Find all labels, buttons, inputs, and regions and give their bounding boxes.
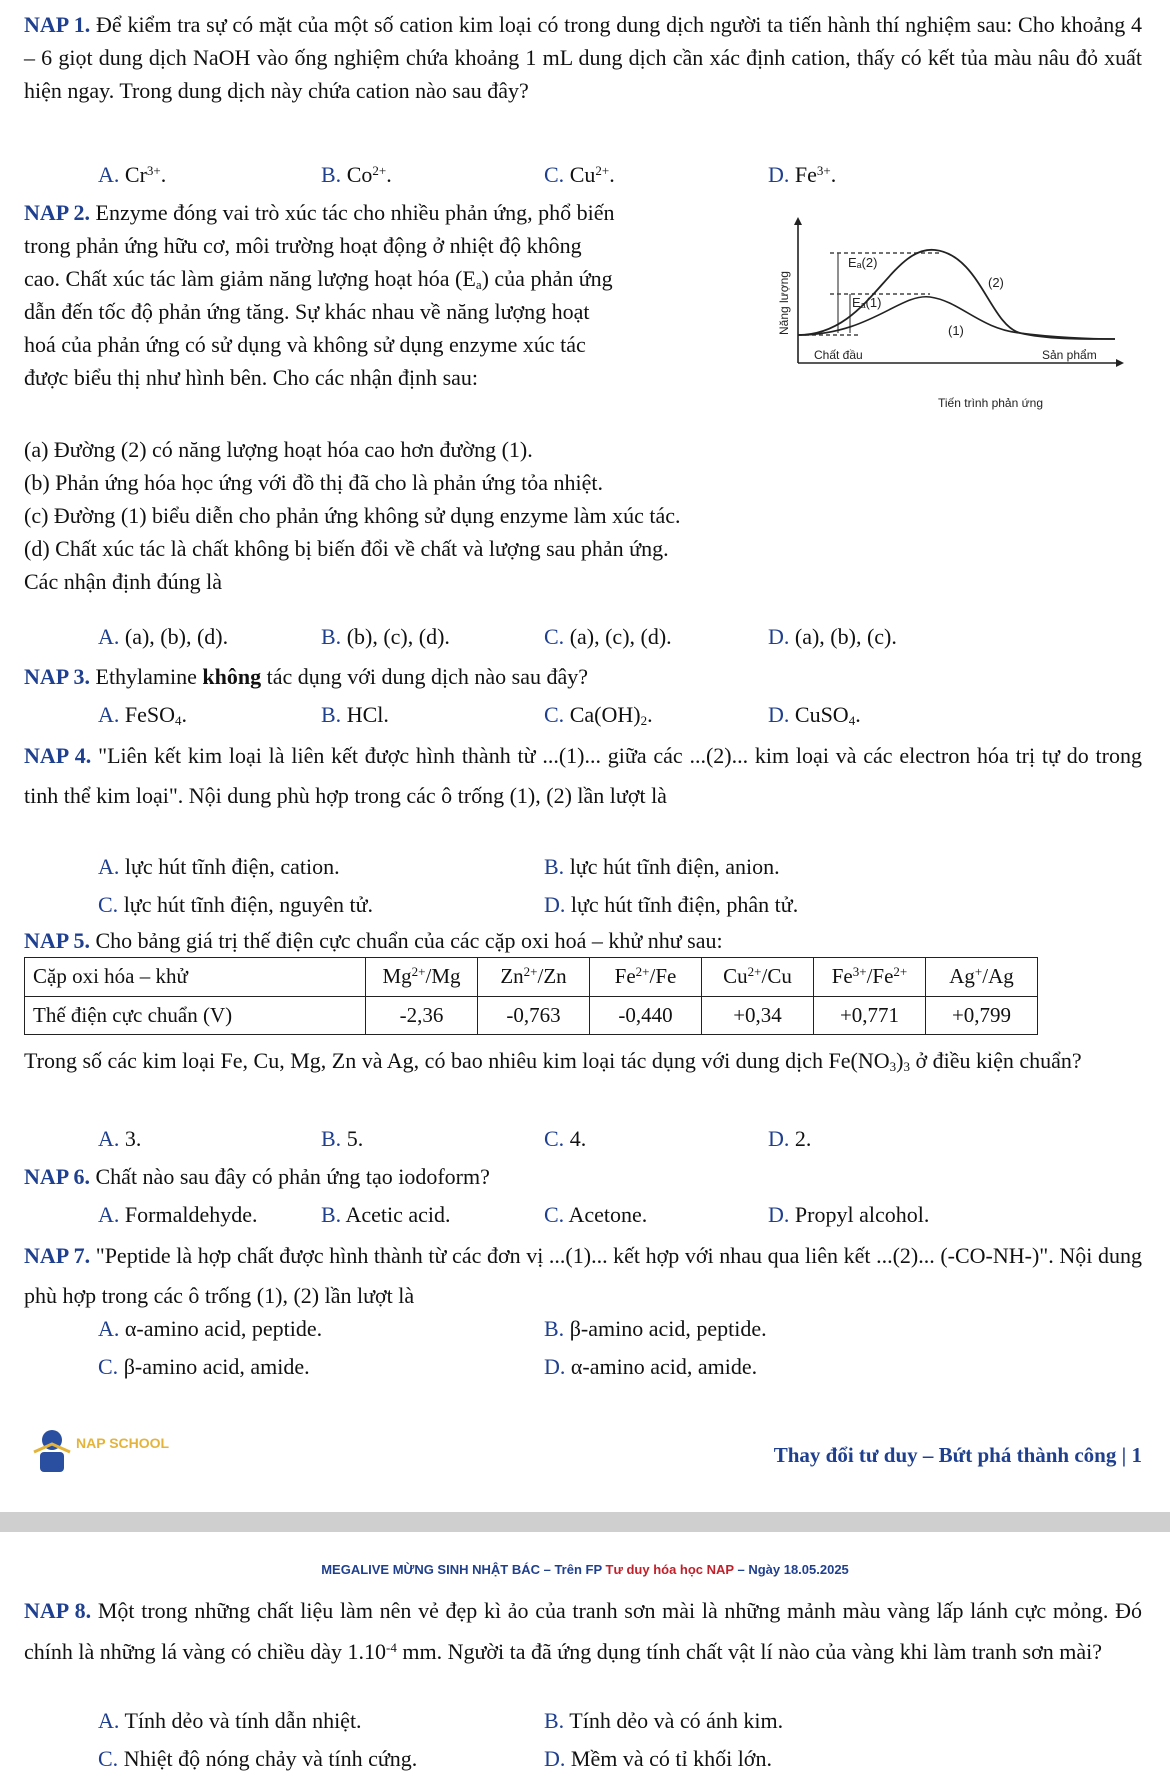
- statement-a: (a) Đường (2) có năng lượng hoạt hóa cao hơn đường (1).: [24, 437, 533, 462]
- table-cell: +0,771: [814, 996, 926, 1035]
- row-label: Thế điện cực chuẩn (V): [25, 996, 366, 1035]
- table-cell: +0,34: [702, 996, 814, 1035]
- option-b[interactable]: B. Acetic acid.: [321, 1202, 451, 1227]
- option-a[interactable]: A. FeSO$_4$.: [98, 702, 188, 728]
- x-axis-arrow: [1116, 359, 1124, 367]
- statement-c: (c) Đường (1) biểu diễn cho phản ứng không sử dụng enzyme làm xúc tác.: [24, 503, 681, 528]
- option-b[interactable]: B. 5.: [321, 1126, 364, 1151]
- question-8: NAP 8. Một trong những chất liệu làm nên vẻ đẹp kì ảo của tranh sơn mài là những mảnh màu vàng lấp lánh cực mỏng. Đó chính là những lá vàng có chiều dày $1.10^{-4}$ mm. Người ta đã ứng dụng tính chất vật lí nào của vàng khi làm tranh sơn mài?: [24, 1598, 1143, 1664]
- option-c[interactable]: C. (a), (c), (d).: [544, 624, 672, 649]
- option-a[interactable]: A. $Cr^{3+}$.: [98, 162, 167, 187]
- option-d[interactable]: D. CuSO$_4$.: [768, 702, 861, 728]
- question-5: NAP 5. Cho bảng giá trị thế điện cực chuẩn của các cặp oxi hoá – khử như sau:: [24, 928, 723, 953]
- option-c[interactable]: C. lực hút tĩnh điện, nguyên tử.: [98, 892, 374, 917]
- statement-b: (b) Phản ứng hóa học ứng với đồ thị đã cho là phản ứng tỏa nhiệt.: [24, 470, 603, 495]
- question-6: NAP 6. Chất nào sau đây có phản ứng tạo iodoform?: [24, 1164, 490, 1189]
- question-number: NAP 8.: [24, 1598, 92, 1623]
- option-d[interactable]: D. 2.: [768, 1126, 812, 1151]
- y-axis-arrow: [794, 217, 802, 225]
- option-a[interactable]: A. lực hút tĩnh điện, cation.: [98, 854, 340, 879]
- energy-diagram: [770, 215, 1130, 413]
- table-cell: +0,799: [926, 996, 1038, 1035]
- nap-school-logo: [30, 1422, 170, 1474]
- option-b[interactable]: B. (b), (c), (d).: [321, 624, 450, 649]
- option-d[interactable]: D. Mềm và có tỉ khối lớn.: [544, 1746, 772, 1771]
- footer-tagline: Thay đổi tư duy – Bứt phá thành công | 1: [773, 1443, 1142, 1467]
- question-1: [24, 8, 1142, 107]
- table-cell: -2,36: [366, 996, 478, 1035]
- question-5-continued: Trong số các kim loại Fe, Cu, Mg, Zn và Ag, có bao nhiêu kim loại tác dụng với dung dịch $Fe(NO_3)_3$ ở điều kiện chuẩn?: [24, 1048, 1082, 1074]
- electrode-potential-table: [24, 957, 1038, 1035]
- question-number: NAP 3.: [24, 664, 90, 689]
- curve-1-label: (1): [948, 323, 964, 338]
- question-number: NAP 5.: [24, 928, 90, 953]
- option-c[interactable]: C. Nhiệt độ nóng chảy và tính cứng.: [98, 1746, 418, 1771]
- option-d[interactable]: D. lực hút tĩnh điện, phân tử.: [544, 892, 799, 917]
- statement-d: (d) Chất xúc tác là chất không bị biến đổi về chất và lượng sau phản ứng.: [24, 536, 669, 561]
- table-cell: -0,440: [590, 996, 702, 1035]
- question-2: NAP 2. Enzyme đóng vai trò xúc tác cho nhiều phản ứng, phổ biến trong phản ứng hữu cơ, môi trường hoạt động ở nhiệt độ không cao. Chất xúc tác làm giảm năng lượng hoạt hóa $(E_a)$ của phản ứng dẫn đến tốc độ phản ứng tăng. Sự khác nhau về năng lượng hoạt hoá của phản ứng có sử dụng và không sử dụng enzyme xúc tác được biểu thị như hình bên. Cho các nhận định sau:: [24, 200, 615, 390]
- table-row-values: [25, 996, 1038, 1035]
- table-cell: $Fe^{3+}/Fe^{2+}$: [814, 958, 926, 997]
- curve-2-label: (2): [988, 275, 1004, 290]
- page-header: MEGALIVE MỪNG SINH NHẬT BÁC – Trên FP Tư duy hóa học NAP – Ngày 18.05.2025: [321, 1562, 849, 1577]
- exam-page-2: [0, 1532, 1170, 1783]
- question-text: Để kiểm tra sự có mặt của một số cation kim loại có trong dung dịch người ta tiến hành thí nghiệm sau: Cho khoảng 4 – 6 giọt dung dịch NaOH vào ống nghiệm chứa khoảng 1 mL dung dịch cần xác định cation, thấy có kết tủa màu nâu đỏ xuất hiện ngay. Trong dung dịch này chứa cation nào sau đây?: [24, 12, 1142, 103]
- ea1-label: Eₐ(1): [852, 295, 882, 310]
- option-d[interactable]: D. α-amino acid, amide.: [544, 1354, 758, 1379]
- question-number: NAP 6.: [24, 1164, 90, 1189]
- table-cell: $Fe^{2+}/Fe$: [590, 958, 702, 997]
- table-cell: Ag+/Ag: [926, 958, 1038, 997]
- question-number: NAP 2.: [24, 200, 90, 225]
- svg-text:NAP SCHOOL: NAP SCHOOL: [76, 1435, 170, 1451]
- table-cell: $Zn^{2+}/Zn$: [478, 958, 590, 997]
- x-axis-label: Tiến trình phản ứng: [938, 396, 1043, 410]
- statements: [24, 433, 1142, 598]
- statement-prompt: Các nhận định đúng là: [24, 569, 222, 594]
- option-d[interactable]: D. $Fe^{3+}$.: [768, 162, 837, 187]
- option-c[interactable]: C. Acetone.: [544, 1202, 648, 1227]
- option-a[interactable]: A. α-amino acid, peptide.: [98, 1316, 323, 1341]
- table-cell: $Mg^{2+}/Mg$: [366, 958, 478, 997]
- question-7: NAP 7. "Peptide là hợp chất được hình thành từ các đơn vị ...(1)... kết hợp với nhau qua liên kết ...(2)... (-CO-NH-)". Nội dung phù hợp trong các ô trống (1), (2) lần lượt là: [24, 1243, 1142, 1308]
- row-label: Cặp oxi hóa – khử: [25, 958, 366, 997]
- end-label: Sản phẩm: [1042, 348, 1097, 362]
- table-row-pairs: [25, 958, 1038, 997]
- option-c[interactable]: C. $Ca(OH)_2$.: [544, 702, 653, 728]
- option-a[interactable]: A. Tính dẻo và tính dẫn nhiệt.: [98, 1708, 362, 1733]
- question-number: NAP 4.: [24, 743, 92, 768]
- question-number: NAP 7.: [24, 1243, 91, 1268]
- option-d[interactable]: D. (a), (b), (c).: [768, 624, 897, 649]
- ea2-label: Eₐ(2): [848, 255, 878, 270]
- table-cell: $Cu^{2+}/Cu$: [702, 958, 814, 997]
- page-separator: [0, 1512, 1170, 1532]
- option-b[interactable]: B. lực hút tĩnh điện, anion.: [544, 854, 780, 879]
- question-3: NAP 3. Ethylamine không tác dụng với dung dịch nào sau đây?: [24, 664, 589, 689]
- option-c[interactable]: C. β-amino acid, amide.: [98, 1354, 310, 1379]
- option-c[interactable]: C. $Cu^{2+}$.: [544, 162, 615, 187]
- option-a[interactable]: A. Formaldehyde.: [98, 1202, 258, 1227]
- y-axis-label: Năng lượng: [777, 271, 791, 335]
- option-b[interactable]: B. β-amino acid, peptide.: [544, 1316, 767, 1341]
- option-b[interactable]: B. Tính dẻo và có ánh kim.: [544, 1708, 784, 1733]
- option-a[interactable]: A. (a), (b), (d).: [98, 624, 229, 649]
- table-cell: -0,763: [478, 996, 590, 1035]
- option-b[interactable]: B. HCl.: [321, 702, 389, 727]
- question-number: NAP 1.: [24, 12, 91, 37]
- option-d[interactable]: D. Propyl alcohol.: [768, 1202, 930, 1227]
- question-4: NAP 4. "Liên kết kim loại là liên kết được hình thành từ ...(1)... giữa các ...(2)... kim loại và các electron hóa trị tự do trong tinh thể kim loại". Nội dung phù hợp trong các ô trống (1), (2) lần lượt là: [24, 743, 1142, 808]
- option-a[interactable]: A. 3.: [98, 1126, 142, 1151]
- option-b[interactable]: B. $Co^{2+}$.: [321, 162, 392, 187]
- start-label: Chất đầu: [814, 348, 863, 362]
- option-c[interactable]: C. 4.: [544, 1126, 587, 1151]
